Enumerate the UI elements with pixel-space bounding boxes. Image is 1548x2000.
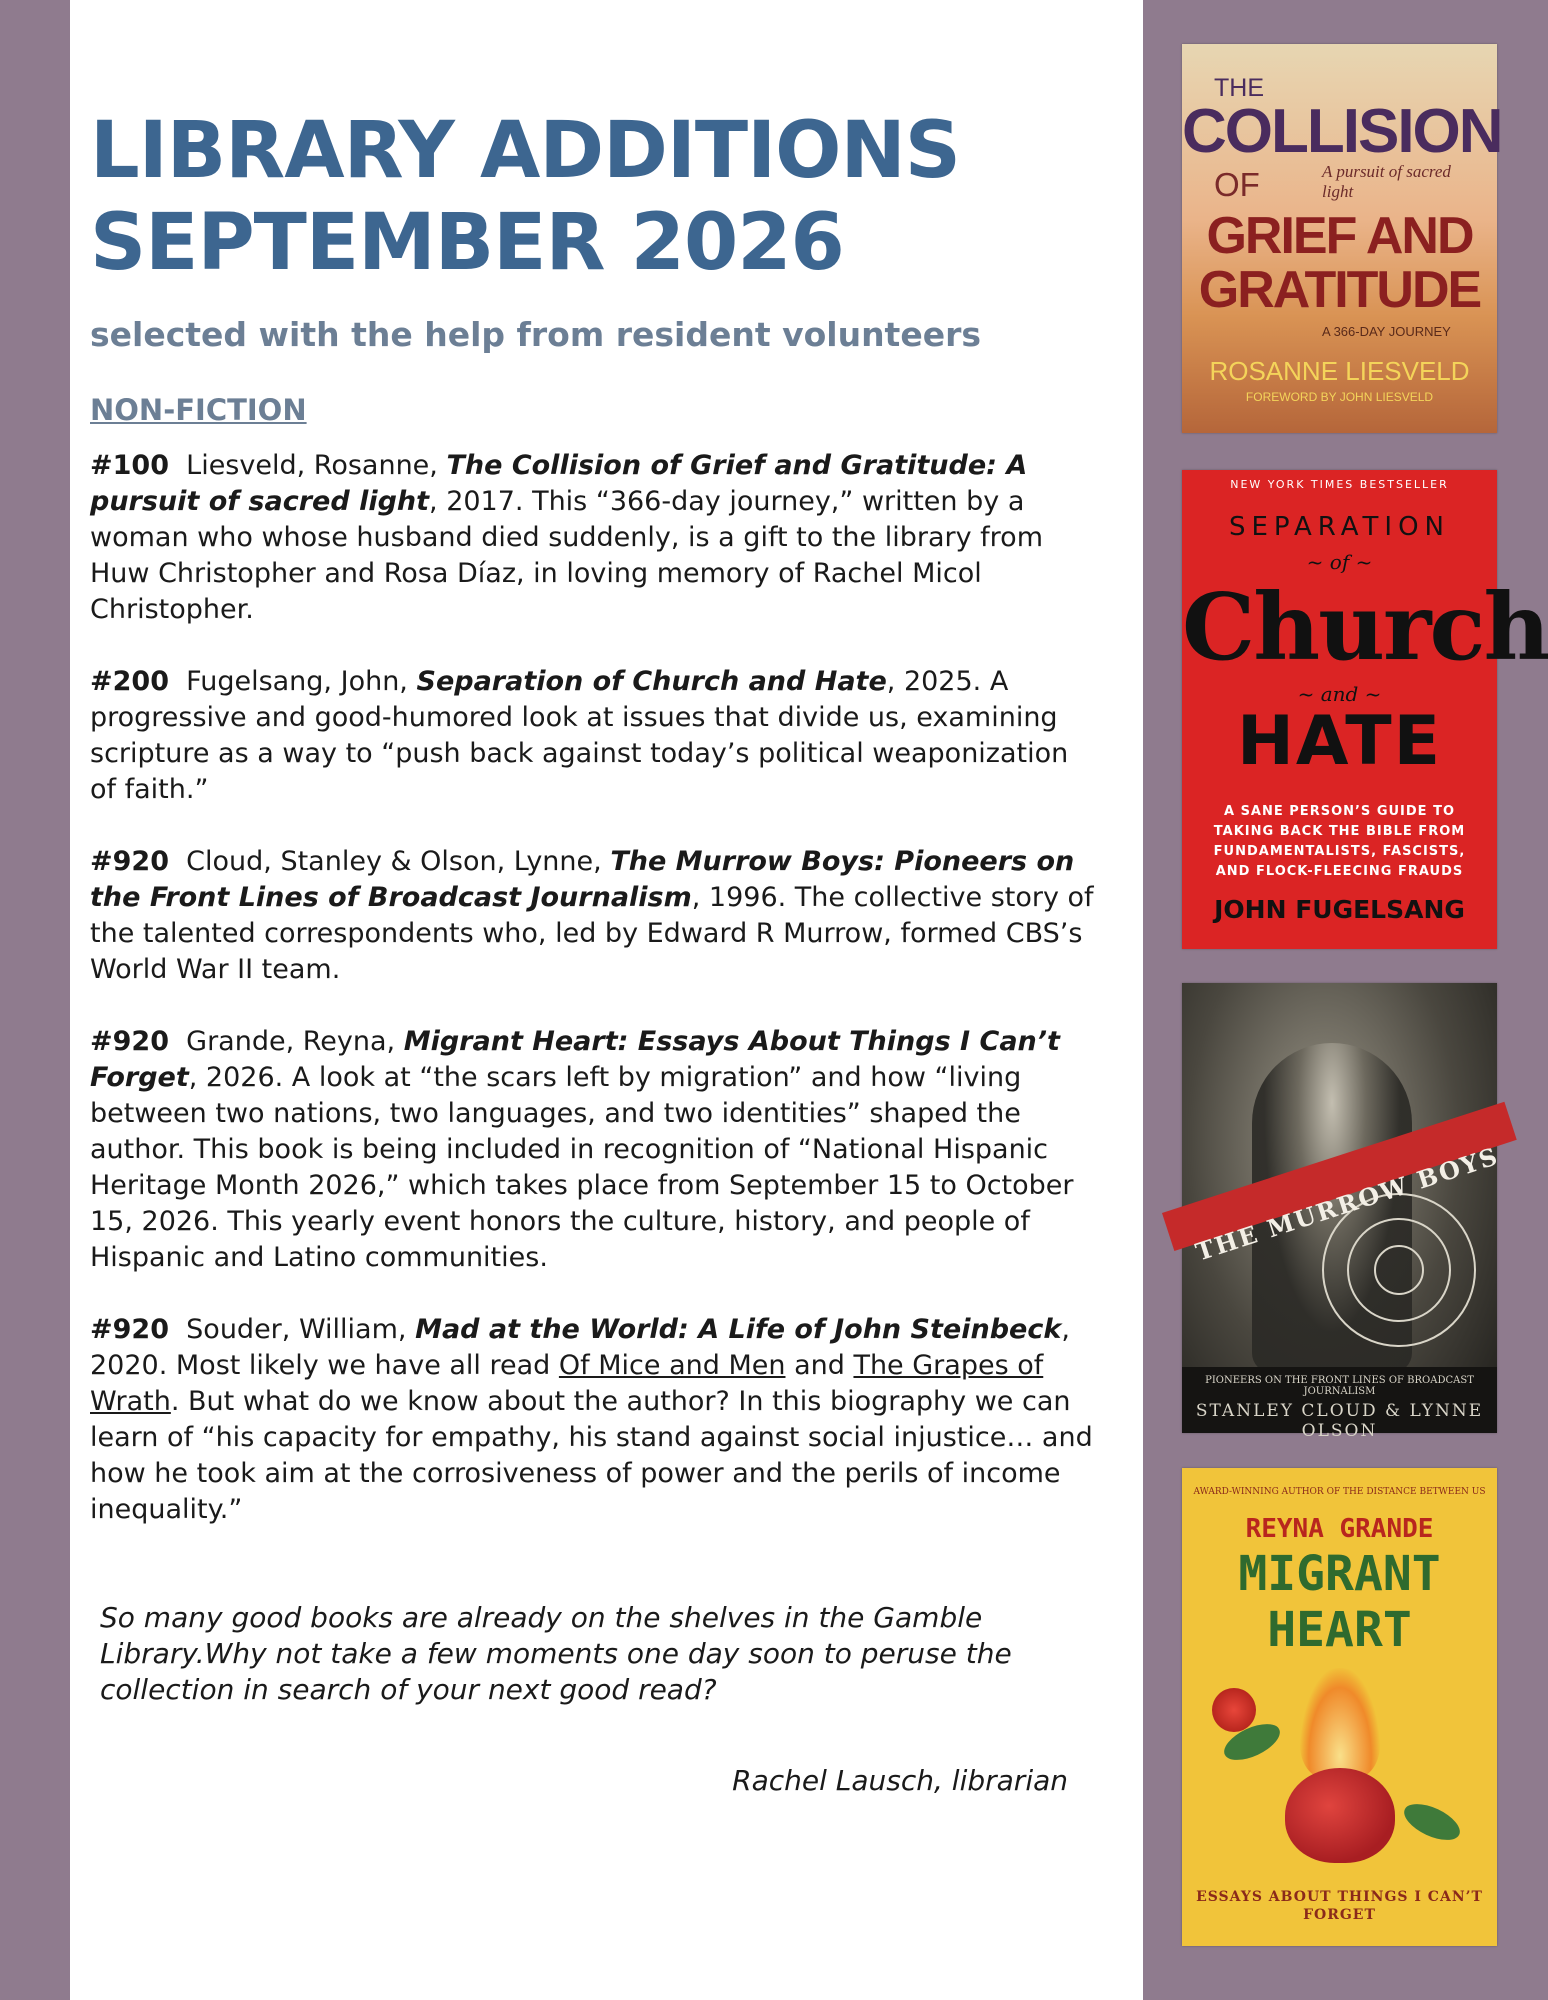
cover-text: FOREWORD BY JOHN LIESVELD <box>1245 390 1434 404</box>
entry-title: The Murrow Boys: Pioneers on the Front Lines of Broadcast Journalism <box>90 846 1075 913</box>
entry-description-part-2: and <box>785 1350 854 1381</box>
entry-murrow-boys <box>90 844 1100 988</box>
book-cover-separation-of-church <box>1182 470 1548 949</box>
cover-text: HATE <box>1236 702 1443 781</box>
cover-text: COLLISION <box>1182 97 1502 166</box>
entry-mad-at-the-world <box>90 1312 1100 1528</box>
title-line-1: LIBRARY ADDITIONS <box>90 106 960 196</box>
cover-text: THE <box>1214 74 1264 102</box>
title-line-2: SEPTEMBER 2026 <box>90 198 844 288</box>
book-cover-collision-of-grief <box>1182 44 1502 433</box>
cover-text: PIONEERS ON THE FRONT LINES OF BROADCAST JOURNALISM <box>1205 1375 1474 1397</box>
entry-number: #920 <box>90 846 169 877</box>
cover-text: A 366-DAY JOURNEY <box>1322 324 1451 339</box>
cover-text: AWARD-WINNING AUTHOR OF THE DISTANCE BETWEEN US <box>1193 1487 1486 1497</box>
entry-description-part-3: . But what do we know about the author? In this biography we can learn of “his capacity for empathy, his stand against social injustice… and how he took aim at the corrosiveness of power and the perils of income inequality.” <box>90 1386 1093 1525</box>
page-title <box>90 105 960 289</box>
signature: Rachel Lausch, librarian <box>732 1764 1068 1797</box>
entry-title: Separation of Church and Hate <box>416 666 887 697</box>
cover-author: STANLEY CLOUD & LYNNE OLSON <box>1195 1401 1484 1441</box>
entry-author: Grande, Reyna, <box>186 1026 396 1057</box>
entry-author: Souder, William, <box>186 1314 407 1345</box>
cover-text: NEW YORK TIMES BESTSELLER <box>1230 478 1449 491</box>
cover-text: HEART <box>1267 1602 1412 1658</box>
entry-description-part-1: , 2020. Most likely we have all read <box>90 1314 1070 1381</box>
cover-text: MIGRANT <box>1238 1546 1441 1602</box>
entry-number: #100 <box>90 450 169 481</box>
cover-text: ~ and ~ <box>1297 682 1382 706</box>
cover-author: REYNA GRANDE <box>1245 1514 1434 1544</box>
entry-title: Migrant Heart: Essays About Things I Can’t Forget <box>90 1026 1060 1093</box>
entry-title: The Collision of Grief and Gratitude: A pursuit of sacred light <box>90 450 1028 517</box>
entry-description: , 2017. This “366-day journey,” written by a woman who whose husband died suddenly, is a gift to the library from Huw Christopher and Rosa Díaz, in loving memory of Rachel Micol Christopher. <box>90 486 1044 625</box>
cover-text: GRATITUDE <box>1198 261 1481 319</box>
entry-collision-of-grief <box>90 448 1100 628</box>
cover-text: A pursuit of sacred light <box>1322 162 1451 201</box>
entry-author: Cloud, Stanley & Olson, Lynne, <box>186 846 602 877</box>
book-reference-grapes-of-wrath: The Grapes of Wrath <box>90 1350 1044 1417</box>
entry-number: #200 <box>90 666 169 697</box>
newsletter-page <box>70 0 1143 2000</box>
closing-note: So many good books are already on the shelves in the Gamble Library.Why not take a few moments one day soon to peruse the collection in search of your next good read? <box>100 1601 1012 1706</box>
entry-description: , 1996. The collective story of the talented correspondents who, led by Edward R Murrow, formed CBS’s World War II team. <box>90 882 1094 985</box>
entry-migrant-heart <box>90 1024 1100 1276</box>
book-cover-migrant-heart <box>1182 1468 1497 1946</box>
leaf-icon <box>1399 1797 1465 1848</box>
cover-text: GRIEF AND <box>1206 207 1473 265</box>
flame-icon <box>1300 1668 1380 1778</box>
flower-icon <box>1212 1688 1256 1732</box>
section-heading-nonfiction: NON-FICTION <box>90 393 307 427</box>
cover-text: ESSAYS ABOUT THINGS I CAN’T FORGET <box>1196 1889 1483 1923</box>
cover-text: THE MURROW BOYS <box>1192 1141 1503 1267</box>
cover-text: OF <box>1214 166 1260 203</box>
cover-text: SEPARATION <box>1229 512 1450 542</box>
entry-number: #920 <box>90 1314 169 1345</box>
cover-text: ~ of ~ <box>1306 550 1373 574</box>
book-cover-murrow-boys <box>1182 983 1503 1441</box>
entry-separation-of-church <box>90 664 1100 808</box>
cover-tagline: A SANE PERSON’S GUIDE TO TAKING BACK THE BIBLE FROM FUNDAMENTALISTS, FASCISTS, AND FLOCK-FLEECING FRAUDS <box>1213 804 1466 879</box>
page-subtitle: selected with the help from resident volunteers <box>90 315 982 354</box>
sacred-heart-icon <box>1285 1768 1395 1863</box>
microphone-ring <box>1374 1245 1424 1295</box>
entry-author: Fugelsang, John, <box>186 666 408 697</box>
cover-author: ROSANNE LIESVELD <box>1209 356 1470 386</box>
book-reference-of-mice-and-men: Of Mice and Men <box>558 1350 786 1381</box>
entry-description: , 2025. A progressive and good-humored look at issues that divide us, examining scripture as a way to “push back against today’s political weaponization of faith.” <box>90 666 1069 805</box>
cover-text: Church <box>1182 573 1548 681</box>
entry-number: #920 <box>90 1026 169 1057</box>
entry-description: , 2026. A look at “the scars left by migration” and how “living between two nations, two languages, and two identities” shaped the author. This book is being included in recognition of “National Hispanic Heritage Month 2026,” which takes place from September 15 to October 15, 2026. This yearly event honors the culture, history, and people of Hispanic and Latino communities. <box>90 1062 1074 1273</box>
entry-list <box>90 448 1100 1564</box>
cover-author: JOHN FUGELSANG <box>1214 895 1465 924</box>
entry-title: Mad at the World: A Life of John Steinbeck <box>415 1314 1062 1345</box>
entry-author: Liesveld, Rosanne, <box>186 450 438 481</box>
